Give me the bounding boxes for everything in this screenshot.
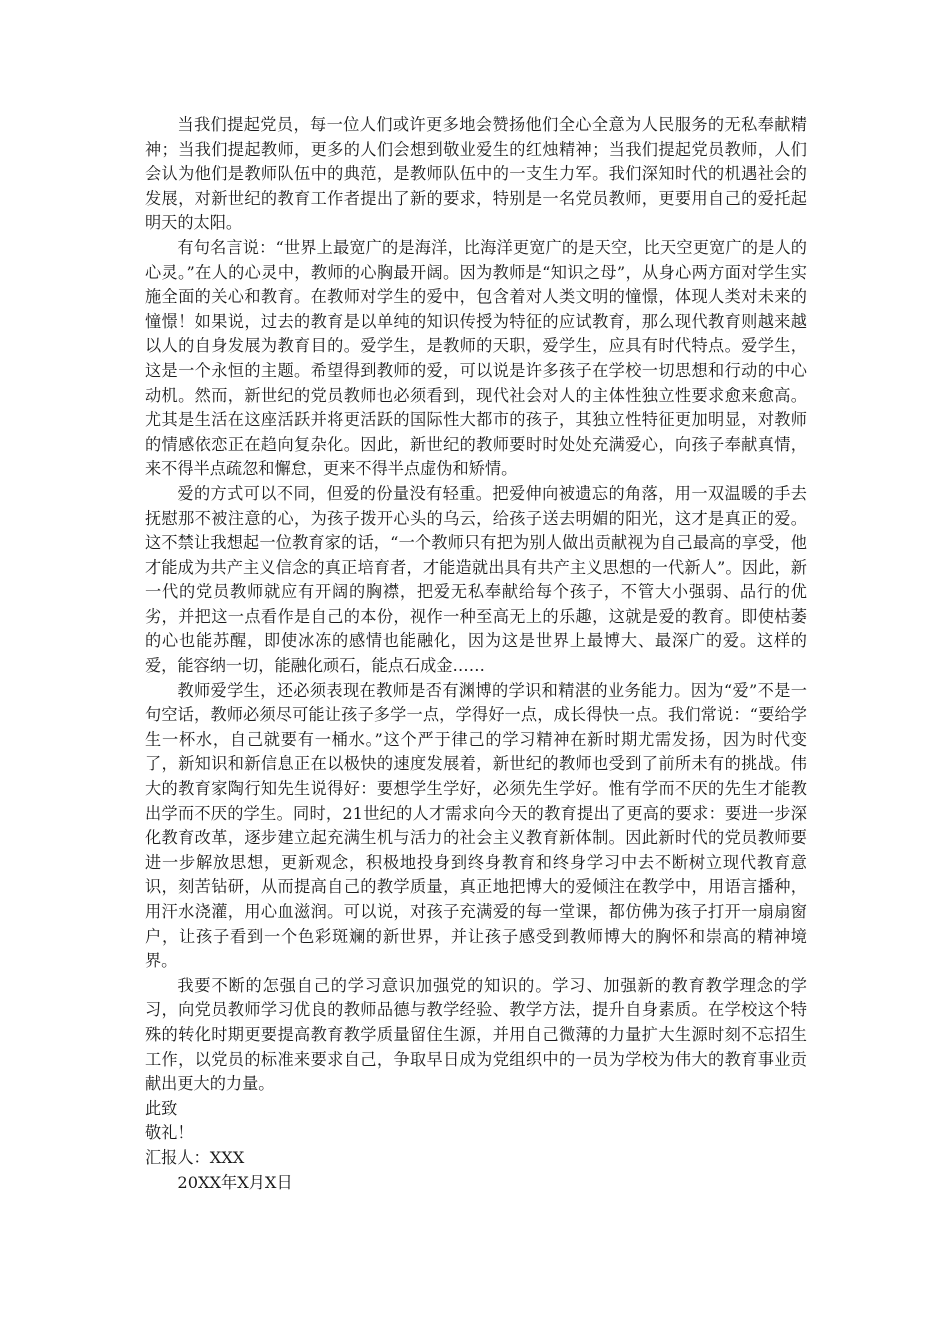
paragraph-2: 有句名言说：“世界上最宽广的是海洋，比海洋更宽广的是天空，比天空更宽广的是人的心灵。”在人的心灵中，教师的心胸最开阔。因为教师是“知识之母”，从身心两方面对学生实施全面的关心和教育。在教师对学生的爱中，包含着对人类文明的憧憬，体现人类对未来的憧憬！如果说，过去的教育是以单纯的知识传授为特征的应试教育，那么现代教育则越来越以人的自身发展为教育目的。爱学生，是教师的天职，爱学生，应具有时代特点。爱学生，这是一个永恒的主题。希望得到教师的爱，可以说是许多孩子在学校一切思想和行动的中心动机。然而，新世纪的党员教师也必须看到，现代社会对人的主体性独立性要求愈来愈高。尤其是生活在这座活跃并将更活跃的国际性大都市的孩子，其独立性特征更加明显，对教师的情感依恋正在趋向复杂化。因此，新世纪的教师要时时处处充满爱心，向孩子奉献真情，来不得半点疏忽和懈怠，更来不得半点虚伪和矫情。: [145, 237, 807, 479]
closing-salutation: 此致: [145, 1098, 178, 1118]
report-date: 20XX年X月X日: [177, 1172, 293, 1192]
paragraph-4: 教师爱学生，还必须表现在教师是否有渊博的学识和精湛的业务能力。因为“爱”不是一句空话，教师必须尽可能让孩子多学一点，学得好一点，成长得快一点。我们常说：“要给学生一杯水，自己就要有一桶水。”这个严于律己的学习精神在新时期尤需发扬，因为时代变了，新知识和新信息正在以极快的速度发展着，新世纪的教师也受到了前所未有的挑战。伟大的教育家陶行知先生说得好：要想学生学好，必须先生学好。惟有学而不厌的先生才能教出学而不厌的学生。同时，21世纪的人才需求向今天的教育提出了更高的要求：要进一步深化教育改革，逐步建立起充满生机与活力的社会主义教育新体制。因此新时代的党员教师要进一步解放思想，更新观念，积极地投身到终身教育和终身学习中去不断树立现代教育意识，刻苦钻研，从而提高自己的教学质量，真正地把博大的爱倾注在教学中，用语言播种，用汗水浇灌，用心血滋润。可以说，对孩子充满爱的每一堂课，都仿佛为孩子打开一扇扇窗户，让孩子看到一个色彩斑斓的新世界，并让孩子感受到教师博大的胸怀和崇高的精神境界。: [145, 680, 807, 971]
paragraph-3: 爱的方式可以不同，但爱的份量没有轻重。把爱伸向被遗忘的角落，用一双温暖的手去抚慰那不被注意的心，为孩子拨开心头的乌云，给孩子送去明媚的阳光，这才是真正的爱。这不禁让我想起一位教育家的话，“一个教师只有把为别人做出贡献视为自己最高的享受，他才能成为共产主义信念的真正培育者，才能造就出具有共产主义思想的一代新人”。因此，新一代的党员教师就应有开阔的胸襟，把爱无私奉献给每个孩子，不管大小强弱、品行的优劣，并把这一点看作是自己的本份，视作一种至高无上的乐趣，这就是爱的教育。即使枯萎的心也能苏醒，即使冰冻的感情也能融化，因为这是世界上最博大、最深广的爱。这样的爱，能容纳一切，能融化顽石，能点石成金……: [145, 483, 807, 676]
closing-regards: 敬礼！: [145, 1123, 194, 1143]
paragraph-5: 我要不断的怎强自己的学习意识加强党的知识的。学习、加强新的教育教学理念的学习，向党员教师学习优良的教师品德与教学经验、教学方法，提升自身素质。在学校这个特殊的转化时期更要提高教育教学质量留住生源，并用自己微薄的力量扩大生源时刻不忘招生工作，以党员的标准来要求自己，争取早日成为党组织中的一员为学校为伟大的教育事业贡献出更大的力量。: [145, 975, 807, 1094]
paragraph-1: 当我们提起党员，每一位人们或许更多地会赞扬他们全心全意为人民服务的无私奉献精神；当我们提起教师，更多的人们会想到敬业爱生的红烛精神；当我们提起党员教师，人们会认为他们是教师队伍中的典范，是教师队伍中的一支生力军。我们深知时代的机遇社会的发展，对新世纪的教育工作者提出了新的要求，特别是一名党员教师，更要用自己的爱托起明天的太阳。: [145, 115, 807, 233]
reporter-signature: 汇报人：XXX: [145, 1147, 245, 1167]
document-body: [145, 113, 807, 1195]
